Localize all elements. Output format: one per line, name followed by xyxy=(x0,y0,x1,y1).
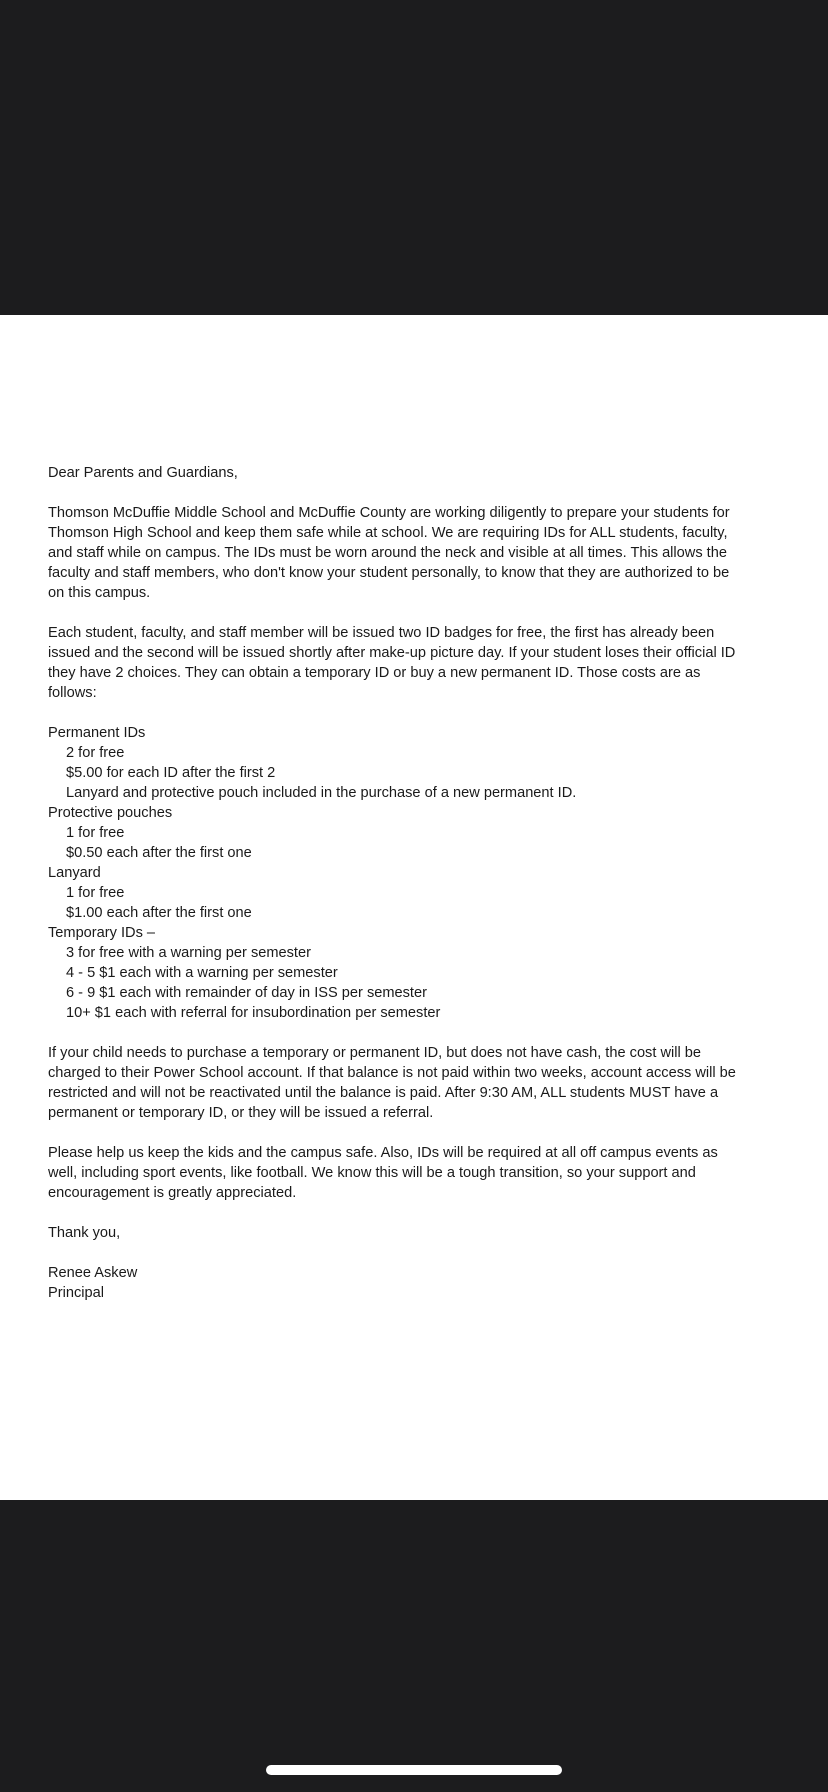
cost-item: 1 for free xyxy=(66,825,125,841)
cost-item: 3 for free with a warning per semester xyxy=(66,945,311,961)
cost-item: $5.00 for each ID after the first 2 xyxy=(66,765,276,781)
cost-item: $1.00 each after the first one xyxy=(66,905,252,921)
cost-item: 4 - 5 $1 each with a warning per semester xyxy=(66,965,338,981)
closing: Thank you, xyxy=(48,1225,121,1241)
paragraph-payment: If your child needs to purchase a temporary or permanent ID, but does not have cash, the cost will be charged to their Power School account. If that balance is not paid within two weeks, account access will be restricted and will not be reactivated until the balance is paid. After 9:30 AM, ALL students MUST have a permanent or temporary ID, or they will be issued a referral. xyxy=(48,1045,736,1121)
cost-heading-permanent: Permanent IDs xyxy=(48,725,146,741)
cost-heading-lanyard: Lanyard xyxy=(48,865,101,881)
cost-item: 10+ $1 each with referral for insubordination per semester xyxy=(66,1005,441,1021)
document-page xyxy=(0,315,828,1500)
cost-list xyxy=(48,723,748,1023)
letter-body xyxy=(48,463,748,1303)
cost-item: 6 - 9 $1 each with remainder of day in ISS per semester xyxy=(66,985,427,1001)
cost-item: $0.50 each after the first one xyxy=(66,845,252,861)
paragraph-intro: Thomson McDuffie Middle School and McDuffie County are working diligently to prepare your students for Thomson High School and keep them safe while at school. We are requiring IDs for ALL students, faculty, and staff while on campus. The IDs must be worn around the neck and visible at all times. This allows the faculty and staff members, who don't know your student personally, to know that they are authorized to be on this campus. xyxy=(48,505,730,601)
greeting: Dear Parents and Guardians, xyxy=(48,465,238,481)
signature-title: Principal xyxy=(48,1285,104,1301)
cost-heading-temporary: Temporary IDs – xyxy=(48,925,156,941)
cost-item: 2 for free xyxy=(66,745,125,761)
paragraph-support: Please help us keep the kids and the campus safe. Also, IDs will be required at all off campus events as well, including sport events, like football. We know this will be a tough transition, so your support and encouragement is greatly appreciated. xyxy=(48,1145,718,1201)
cost-item: 1 for free xyxy=(66,885,125,901)
paragraph-badges: Each student, faculty, and staff member will be issued two ID badges for free, the first has already been issued and the second will be issued shortly after make-up picture day. If your student loses their official ID they have 2 choices. They can obtain a temporary ID or buy a new permanent ID. Those costs are as follows: xyxy=(48,625,736,701)
cost-item: Lanyard and protective pouch included in the purchase of a new permanent ID. xyxy=(66,785,577,801)
signature-name: Renee Askew xyxy=(48,1265,138,1281)
home-indicator[interactable] xyxy=(266,1765,562,1775)
cost-heading-pouches: Protective pouches xyxy=(48,805,173,821)
